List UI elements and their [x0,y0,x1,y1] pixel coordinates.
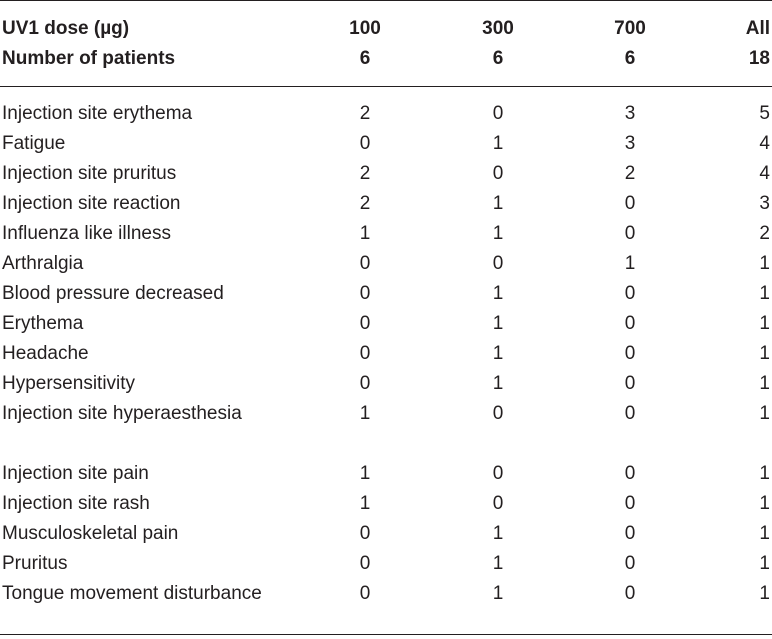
dose-300-header: 300 [482,18,514,39]
table-row [0,309,772,339]
event-name: Pruritus [2,553,68,574]
count-300: 1 [492,373,504,394]
count-700: 0 [624,343,636,364]
count-100: 0 [359,253,371,274]
count-all: 1 [759,463,770,484]
count-all: 1 [759,253,770,274]
count-all: 4 [759,163,770,184]
event-name: Blood pressure decreased [2,283,224,304]
count-700: 3 [624,103,636,124]
count-all: 1 [759,343,770,364]
table-row [0,519,772,549]
table-top-rule [0,0,772,1]
event-name: Injection site pruritus [2,163,177,184]
count-100: 1 [359,403,371,424]
patients-100-count: 6 [359,48,371,69]
table-row [0,219,772,249]
event-name: Musculoskeletal pain [2,523,179,544]
count-700: 2 [624,163,636,184]
event-name: Injection site hyperaesthesia [2,403,242,424]
count-700: 0 [624,223,636,244]
dose-header-label: UV1 dose (µg) [2,18,130,39]
count-all: 1 [759,283,770,304]
count-300: 1 [492,313,504,334]
patients-300-count: 6 [492,48,504,69]
count-300: 0 [492,163,504,184]
table-row [0,549,772,579]
count-300: 0 [492,103,504,124]
table-row [0,279,772,309]
table-body [0,99,772,639]
table-row [0,189,772,219]
count-100: 0 [359,343,371,364]
count-100: 0 [359,523,371,544]
patients-all-count: 18 [748,48,770,69]
count-300: 1 [492,193,504,214]
event-name: Influenza like illness [2,223,171,244]
count-300: 0 [492,403,504,424]
patients-header-label: Number of patients [2,48,176,69]
count-700: 0 [624,313,636,334]
count-all: 1 [759,403,770,424]
count-100: 0 [359,133,371,154]
header-row-dose [0,16,772,42]
dose-all-header: All [745,18,770,39]
count-700: 0 [624,493,636,514]
count-700: 0 [624,373,636,394]
table-header-rule [0,86,772,87]
event-name: Injection site pain [2,463,149,484]
count-700: 1 [624,253,636,274]
count-300: 0 [492,493,504,514]
table-row [0,579,772,639]
count-all: 1 [759,373,770,394]
event-name: Tongue movement disturbance [2,583,262,604]
count-700: 0 [624,583,636,604]
count-all: 1 [759,553,770,574]
dose-700-header: 700 [614,18,646,39]
count-all: 4 [759,133,770,154]
count-100: 1 [359,493,371,514]
event-name: Fatigue [2,133,66,154]
count-100: 2 [359,103,371,124]
header-row-patients [0,46,772,72]
count-100: 0 [359,283,371,304]
table-row [0,369,772,399]
patients-700-count: 6 [624,48,636,69]
count-100: 1 [359,223,371,244]
event-name: Injection site rash [2,493,150,514]
event-name: Hypersensitivity [2,373,136,394]
count-all: 3 [759,193,770,214]
count-300: 1 [492,283,504,304]
count-700: 0 [624,283,636,304]
count-300: 1 [492,133,504,154]
count-300: 1 [492,343,504,364]
table-row [0,129,772,159]
count-all: 5 [759,103,770,124]
event-name: Arthralgia [2,253,84,274]
event-name: Erythema [2,313,84,334]
count-700: 0 [624,193,636,214]
count-all: 2 [759,223,770,244]
table-row [0,339,772,369]
count-300: 0 [492,463,504,484]
table-row [0,249,772,279]
count-700: 0 [624,553,636,574]
count-100: 0 [359,373,371,394]
count-300: 0 [492,253,504,274]
count-100: 0 [359,583,371,604]
table-row [0,399,772,459]
count-all: 1 [759,583,770,604]
count-100: 0 [359,553,371,574]
count-all: 1 [759,493,770,514]
table-row [0,459,772,489]
count-300: 1 [492,583,504,604]
count-700: 3 [624,133,636,154]
count-all: 1 [759,313,770,334]
table-row [0,159,772,189]
count-300: 1 [492,523,504,544]
count-300: 1 [492,553,504,574]
event-name: Injection site erythema [2,103,193,124]
count-700: 0 [624,523,636,544]
count-700: 0 [624,403,636,424]
count-100: 2 [359,193,371,214]
count-all: 1 [759,523,770,544]
table-row [0,489,772,519]
count-700: 0 [624,463,636,484]
dose-100-header: 100 [349,18,381,39]
count-100: 1 [359,463,371,484]
count-100: 0 [359,313,371,334]
count-100: 2 [359,163,371,184]
count-300: 1 [492,223,504,244]
table-row [0,99,772,129]
event-name: Injection site reaction [2,193,181,214]
event-name: Headache [2,343,89,364]
